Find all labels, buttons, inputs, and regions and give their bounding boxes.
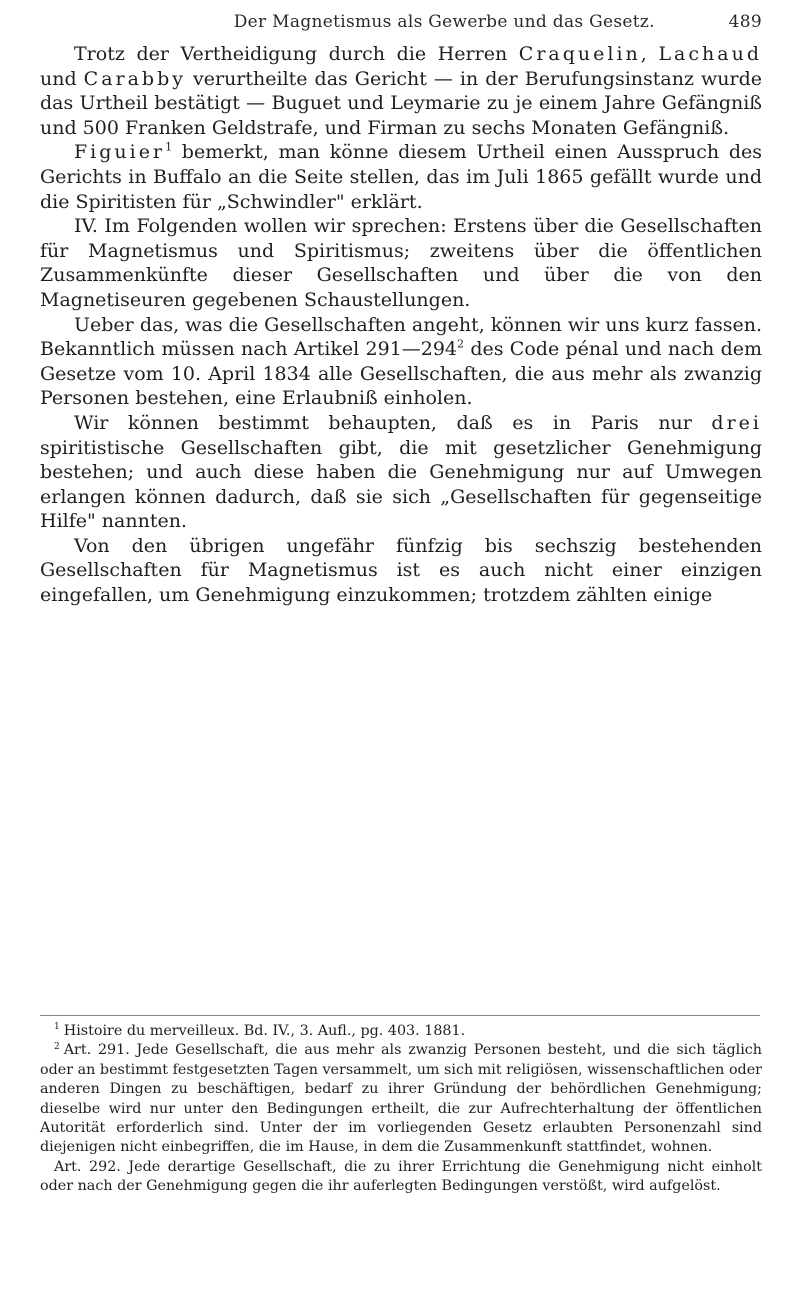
running-title: Der Magnetismus als Gewerbe und das Gesetz.: [233, 12, 655, 32]
paragraph-figuier: [40, 140, 762, 214]
running-header: [40, 12, 762, 32]
text-run: Trotz der Vertheidigung durch die Herren: [74, 43, 519, 65]
text-run: Ueber das, was die Gesellschaften angeht, können wir uns kurz fassen. Bekanntlich müssen nach Artikel 291—294: [40, 313, 762, 361]
footnote-mark: 1: [54, 1022, 60, 1033]
name-figuier: Figuier: [74, 141, 166, 164]
text-run: ,: [640, 43, 659, 65]
footnote-text: Histoire du merveilleux. Bd. IV., 3. Aufl., pg. 403. 1881.: [63, 1023, 466, 1039]
footnotes: [40, 1022, 762, 1197]
footnote-2: [40, 1041, 762, 1157]
text-run: Wir können bestimmt behaupten, daß es in Paris nur: [74, 411, 712, 434]
footnote-1: [40, 1022, 762, 1041]
name-craquelin: Craquelin: [518, 43, 641, 65]
footnote-2-art-292: Art. 292. Jede derartige Gesellschaft, die zu ihrer Errichtung die Genehmigung nicht einholt oder nach der Genehmigung gegen die ihr auferlegten Bedingungen verstößt, wird aufgelöst.: [40, 1158, 762, 1195]
name-carabby: Carabby: [83, 67, 186, 90]
text-run: und: [40, 67, 84, 90]
text-run: bemerkt, man könne diesem Urtheil einen Ausspruch des Gerichts in Buffalo an die Seite stellen, das im Juli 1865 gefällt wurde und die Spiritisten für „Schwindler" erklärt.: [40, 141, 762, 213]
paragraph-paris: [40, 411, 762, 534]
footnote-ref-1: 1: [165, 141, 173, 155]
paragraph-others: Von den übrigen ungefähr fünfzig bis sechszig bestehenden Gesellschaften für Magnetismus ist es auch nicht einer einzigen eingefallen, um Genehmigung einzukommen; trotzdem zählten einige: [40, 534, 762, 607]
paragraph-societies: [40, 313, 762, 411]
text-run: des Code pénal und nach dem Gesetze vom 10. April 1834 alle Gesellschaften, die aus mehr als zwanzig Personen bestehen, eine Erlaubniß einholen.: [40, 338, 763, 410]
text-run: spiritistische Gesellschaften gibt, die mit gesetzlicher Genehmigung bestehen; und auch diese haben die Genehmigung nur auf Umwegen erlangen können dadurch, daß sie sich „Gesellschaften für gegenseitige Hilfe" nannten.: [40, 436, 762, 533]
text-run: verurtheilte das Gericht — in der Berufungsinstanz wurde das Urtheil bestätigt — Buguet und Leymarie zu je einem Jahre Gefängniß und 500 Franken Geldstrafe, und Firman zu sechs Monaten Gefängniß.: [40, 67, 762, 139]
name-lachaud: Lachaud: [658, 43, 762, 65]
footnote-divider: [40, 1015, 760, 1016]
main-text: [40, 42, 762, 608]
footnote-ref-2: 2: [457, 337, 465, 351]
footnote-mark: 2: [54, 1041, 60, 1052]
footnote-text: Art. 291. Jede Gesellschaft, die aus mehr als zwanzig Personen besteht, und die sich täglich oder an bestimmt festgesetzten Tagen versammelt, um sich mit religiösen, wissenschaftlichen oder anderen Dingen zu beschäftigen, bedarf zu ihrer Gründung der behördlichen Genehmigung; dieselbe wird nur unter den Bedingungen ertheilt, die zur Aufrechterhaltung der öffentlichen Autorität erforderlich sind. Unter der im vorliegenden Gesetz erlaubten Personenzahl sind diejenigen nicht einbegriffen, die im Hause, in dem die Zusammenkunft stattfindet, wohnen.: [40, 1042, 762, 1156]
emphasis-drei: drei: [711, 411, 762, 434]
page-number: 489: [728, 12, 762, 32]
paragraph-section-iv: IV. Im Folgenden wollen wir sprechen: Erstens über die Gesellschaften für Magnetismus und Spiritismus; zweitens über die öffentlichen Zusammenkünfte dieser Gesellschaften und über die von den Magnetiseuren gegebenen Schaustellungen.: [40, 215, 762, 311]
paragraph-verdict: [40, 42, 762, 140]
